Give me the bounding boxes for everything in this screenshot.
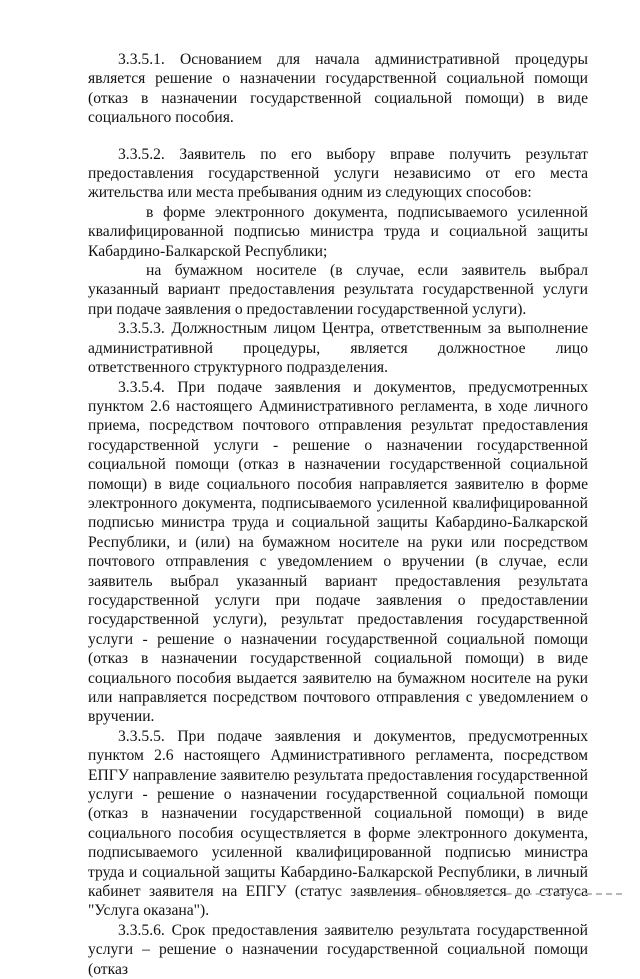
paragraph-3-3-5-3: 3.3.5.3. Должностным лицом Центра, ответственным за выполнение административной процедуры, является должностное лицо ответственного структурного подразделения. [88,320,588,377]
paragraph-3-3-5-2: 3.3.5.2. Заявитель по его выбору вправе получить результат предоставления государственной услуги независимо от его места жительства или места пребывания одним из следующих способов: [88,145,588,202]
document-page [88,50,588,979]
paragraph-3-3-5-5: 3.3.5.5. При подаче заявления и документов, предусмотренных пунктом 2.6 настоящего Административного регламента, посредством ЕПГУ направление заявителю результата предоставления государственной услуги - решение о назначении государственной социальной помощи (отказ в назначении государственной социальной помощи) в виде социального пособия осуществляется в форме электронного документа, подписываемого усиленной квалифицированной подписью министра труда и социальной защиты Кабардино-Балкарской Республики, в личный кабинет заявителя на ЕПГУ (статус заявления обновляется до статуса "Услуга оказана"). [88,727,588,920]
paragraph-3-3-5-4: 3.3.5.4. При подаче заявления и документов, предусмотренных пунктом 2.6 настоящего Административного регламента, в ходе личного приема, посредством почтового отправления результат предоставления государственной услуги - решение о назначении государственной социальной помощи (отказ в назначении государственной социальной помощи) в виде социального пособия направляется заявителю в форме электронного документа, подписываемого усиленной квалифицированной подписью министра труда и социальной защиты Кабардино-Балкарской Республики, и (или) на бумажном носителе на руки или посредством почтового отправления с уведомлением о вручении (в случае, если заявитель выбрал указанный вариант предоставления результата государственной услуги при подаче заявления о предоставлении государственной услуги), результат предоставления государственной услуги - решение о назначении государственной социальной помощи (отказ в назначении государственной социальной помощи) в виде социального пособия выдается заявителю на бумажном носителе на руки или направляется посредством почтового отправления с уведомлением о вручении. [88,378,588,726]
scan-edge-line [355,891,622,895]
paragraph-3-3-5-1: 3.3.5.1. Основанием для начала административной процедуры является решение о назначении государственной социальной помощи (отказ в назначении государственной социальной помощи) в виде социального пособия. [88,51,588,127]
paragraph-3-3-5-6: 3.3.5.6. Срок предоставления заявителю результата государственной услуги – решение о назначении государственной социальной помощи (отказ [88,921,588,978]
paragraph-option-paper: на бумажном носителе (в случае, если заявитель выбрал указанный вариант предоставления результата государственной услуги при подаче заявления о предоставлении государственной услуги). [88,262,588,318]
paragraph-option-electronic: в форме электронного документа, подписываемого усиленной квалифицированной подписью министра труда и социальной защиты Кабардино-Балкарской Республики; [88,203,588,260]
